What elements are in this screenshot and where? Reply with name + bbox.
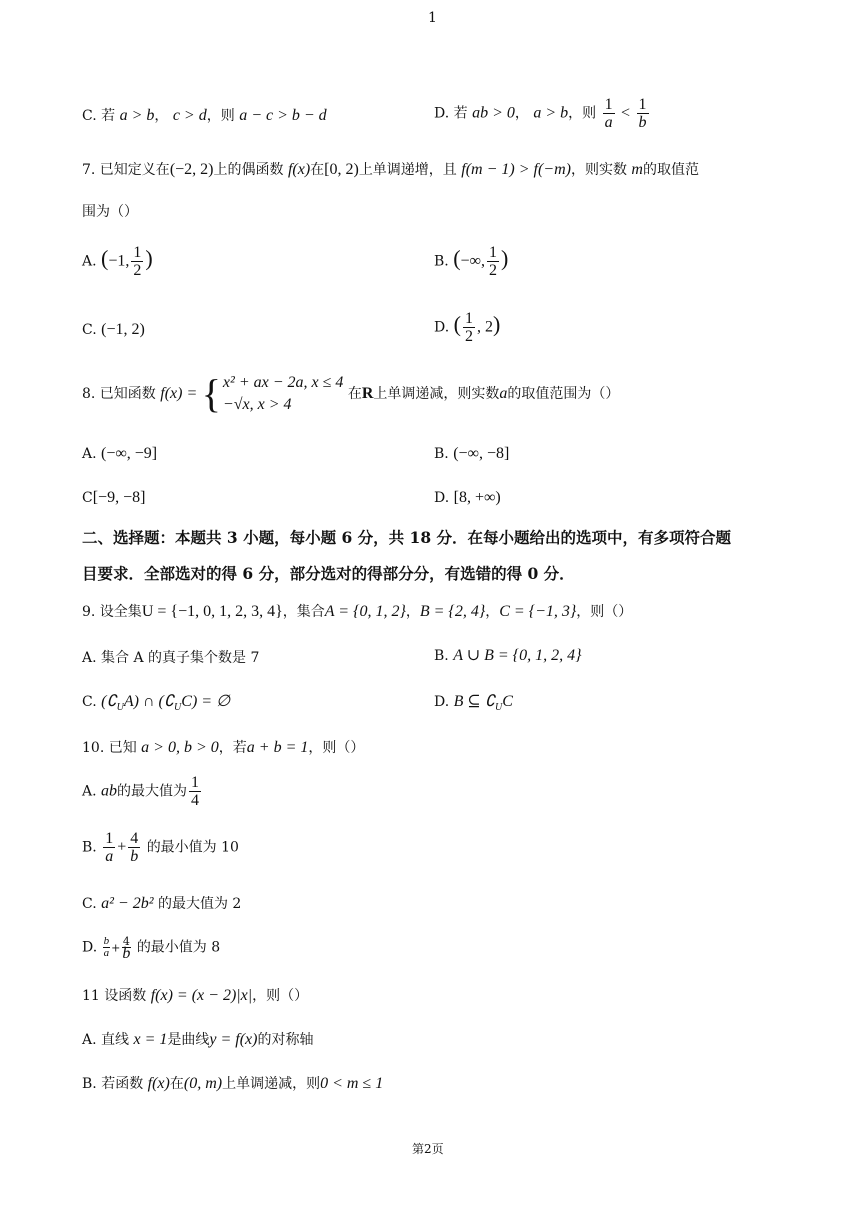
- q7-stem-line1: 7. 已知定义在(−2, 2)上的偶函数 f(x)在[0, 2)上单调递增，且 f(m − 1) > f(−m)，则实数 m的取值范: [82, 161, 699, 178]
- q7-option-a: A. (−1, $\frac{1}{2}$ ): [82, 244, 153, 279]
- fraction: $\frac{1}{b}$: [638, 96, 647, 131]
- q9-option-d: D. B ⊆ $∁_UC$: [434, 693, 513, 714]
- q11-stem: 11 设函数 f(x) = (x − 2)|x|，则（）: [82, 987, 309, 1004]
- q8-option-a: A. (−∞, −9]: [82, 445, 158, 462]
- header-page-number: 1: [428, 10, 437, 26]
- q9-option-b: B. A ∪ B = {0, 1, 2, 4}: [434, 647, 582, 664]
- fraction: 4 b: [122, 935, 131, 962]
- fraction: $\frac{b}{a}$: [103, 935, 110, 959]
- q10-option-b: B. $\frac{1}{a}$ + $\frac{4}{b}$ 的最小值为 10: [82, 830, 239, 865]
- q10-stem: 10. 已知 a > 0, b > 0，若a + b = 1，则（）: [82, 739, 365, 756]
- q9-option-c: C. $(∁_UA)$ ∩ $(∁_UC)$ = ∅: [82, 693, 231, 714]
- q8-option-b: B. (−∞, −8]: [434, 445, 510, 462]
- q10-option-d: D. $\frac{b}{a}$ + 4 b 的最小值为 8: [82, 935, 221, 962]
- footer-page-label: 第2页: [412, 1142, 444, 1156]
- q7-option-d: D. ( $\frac{1}{2}$ , 2): [434, 310, 501, 345]
- fraction: $\frac{4}{b}$: [130, 830, 139, 865]
- section-heading-line2: 目要求．全部选对的得 6 分，部分选对的得部分分，有选错的得 0 分．: [82, 564, 575, 583]
- q7-option-c: C. (−1, 2): [82, 321, 145, 338]
- q8-option-c: C[−9, −8]: [82, 489, 146, 506]
- q11-option-a: A. 直线 x = 1是曲线y = f(x)的对称轴: [82, 1031, 314, 1048]
- q7-option-b: B. (−∞, $\frac{1}{2}$ ): [434, 244, 509, 279]
- piecewise-function: { x² + ax − 2a, x ≤ 4 −√x, x > 4: [201, 371, 344, 416]
- q10-option-a: A. ab的最大值为 $\frac{1}{4}$: [82, 774, 200, 809]
- q9-stem: 9. 设全集U = {−1, 0, 1, 2, 3, 4}，集合A = {0, 1, 2}，B = {2, 4}，C = {−1, 3}，则（）: [82, 603, 633, 620]
- fraction: $\frac{1}{2}$: [488, 244, 497, 279]
- fraction: $\frac{1}{a}$: [105, 830, 114, 865]
- q9-option-a: A. 集合 A 的真子集个数是 7: [82, 650, 260, 666]
- q10-option-c: C. a² − 2b² 的最大值为 2: [82, 895, 242, 912]
- q6-option-c: C. 若 a > b， c > d，则 a − c > b − d: [82, 107, 327, 124]
- section-heading-line1: 二、选择题：本题共 3 小题，每小题 6 分，共 18 分．在每小题给出的选项中，有多项符合题: [82, 528, 732, 547]
- fraction: $\frac{1}{2}$: [464, 310, 473, 345]
- q7-stem-line2: 围为（）: [82, 204, 138, 220]
- q6-option-d: D. 若 ab > 0， a > b，则 $\frac{1}{a}$ < $\frac{1}{b}$: [434, 96, 647, 131]
- fraction: $\frac{1}{4}$: [191, 774, 200, 809]
- fraction: $\frac{1}{2}$: [133, 244, 142, 279]
- q11-option-b: B. 若函数 f(x)在(0, m)上单调递减，则0 < m ≤ 1: [82, 1075, 384, 1092]
- q8-option-d: D. [8, +∞): [434, 489, 501, 506]
- fraction: $\frac{1}{a}$: [604, 96, 613, 131]
- q8-stem: 8. 已知函数 f(x) = { x² + ax − 2a, x ≤ 4 −√x, x > 4 在R上单调递减，则实数a的取值范围为（）: [82, 371, 620, 416]
